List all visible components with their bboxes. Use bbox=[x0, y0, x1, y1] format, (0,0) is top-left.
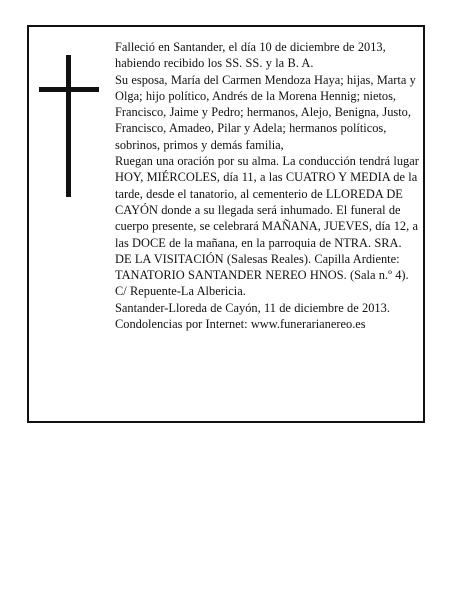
obituary-notice bbox=[27, 25, 425, 423]
funeral-details: Ruegan una oración por su alma. La conducción tendrá lugar HOY, MIÉRCOLES, día 11, a las CUATRO Y MEDIA de la tarde, desde el tanatorio, al cementerio de LLOREDA DE CAYÓN donde a su llegada será inhumado. El funeral de cuerpo presente, se celebrará MAÑANA, JUEVES, día 12, a las DOCE de la mañana, en la parroquia de NTRA. SRA. DE LA VISITACIÓN (Salesas Reales). Capilla Ardiente: TANATORIO SANTANDER NEREO HNOS. (Sala n.º 4). C/ Repuente-La Albericia. bbox=[115, 154, 419, 299]
latin-cross-icon bbox=[39, 55, 99, 197]
condolences-line: Condolencias por Internet: www.funerarianereo.es bbox=[115, 317, 366, 332]
death-announcement: Falleció en Santander, el día 10 de diciembre de 2013, habiendo recibido los SS. SS. y la B. A. bbox=[115, 40, 386, 71]
cross-upright bbox=[66, 55, 71, 197]
cross-beam bbox=[39, 87, 99, 92]
family-list: Su esposa, María del Carmen Mendoza Haya; hijas, Marta y Olga; hijo político, Andrés de la Morena Hennig; nietos, Francisco, Jaime y Pedro; hermanos, Alejo, Benigna, Justo, Francisco, Amadeo, Pilar y Adela; hermanos políticos, sobrinos, primos y demás familia, bbox=[115, 72, 416, 152]
place-date: Santander-Lloreda de Cayón, 11 de diciembre de 2013. bbox=[115, 300, 390, 315]
obituary-text bbox=[115, 39, 421, 332]
